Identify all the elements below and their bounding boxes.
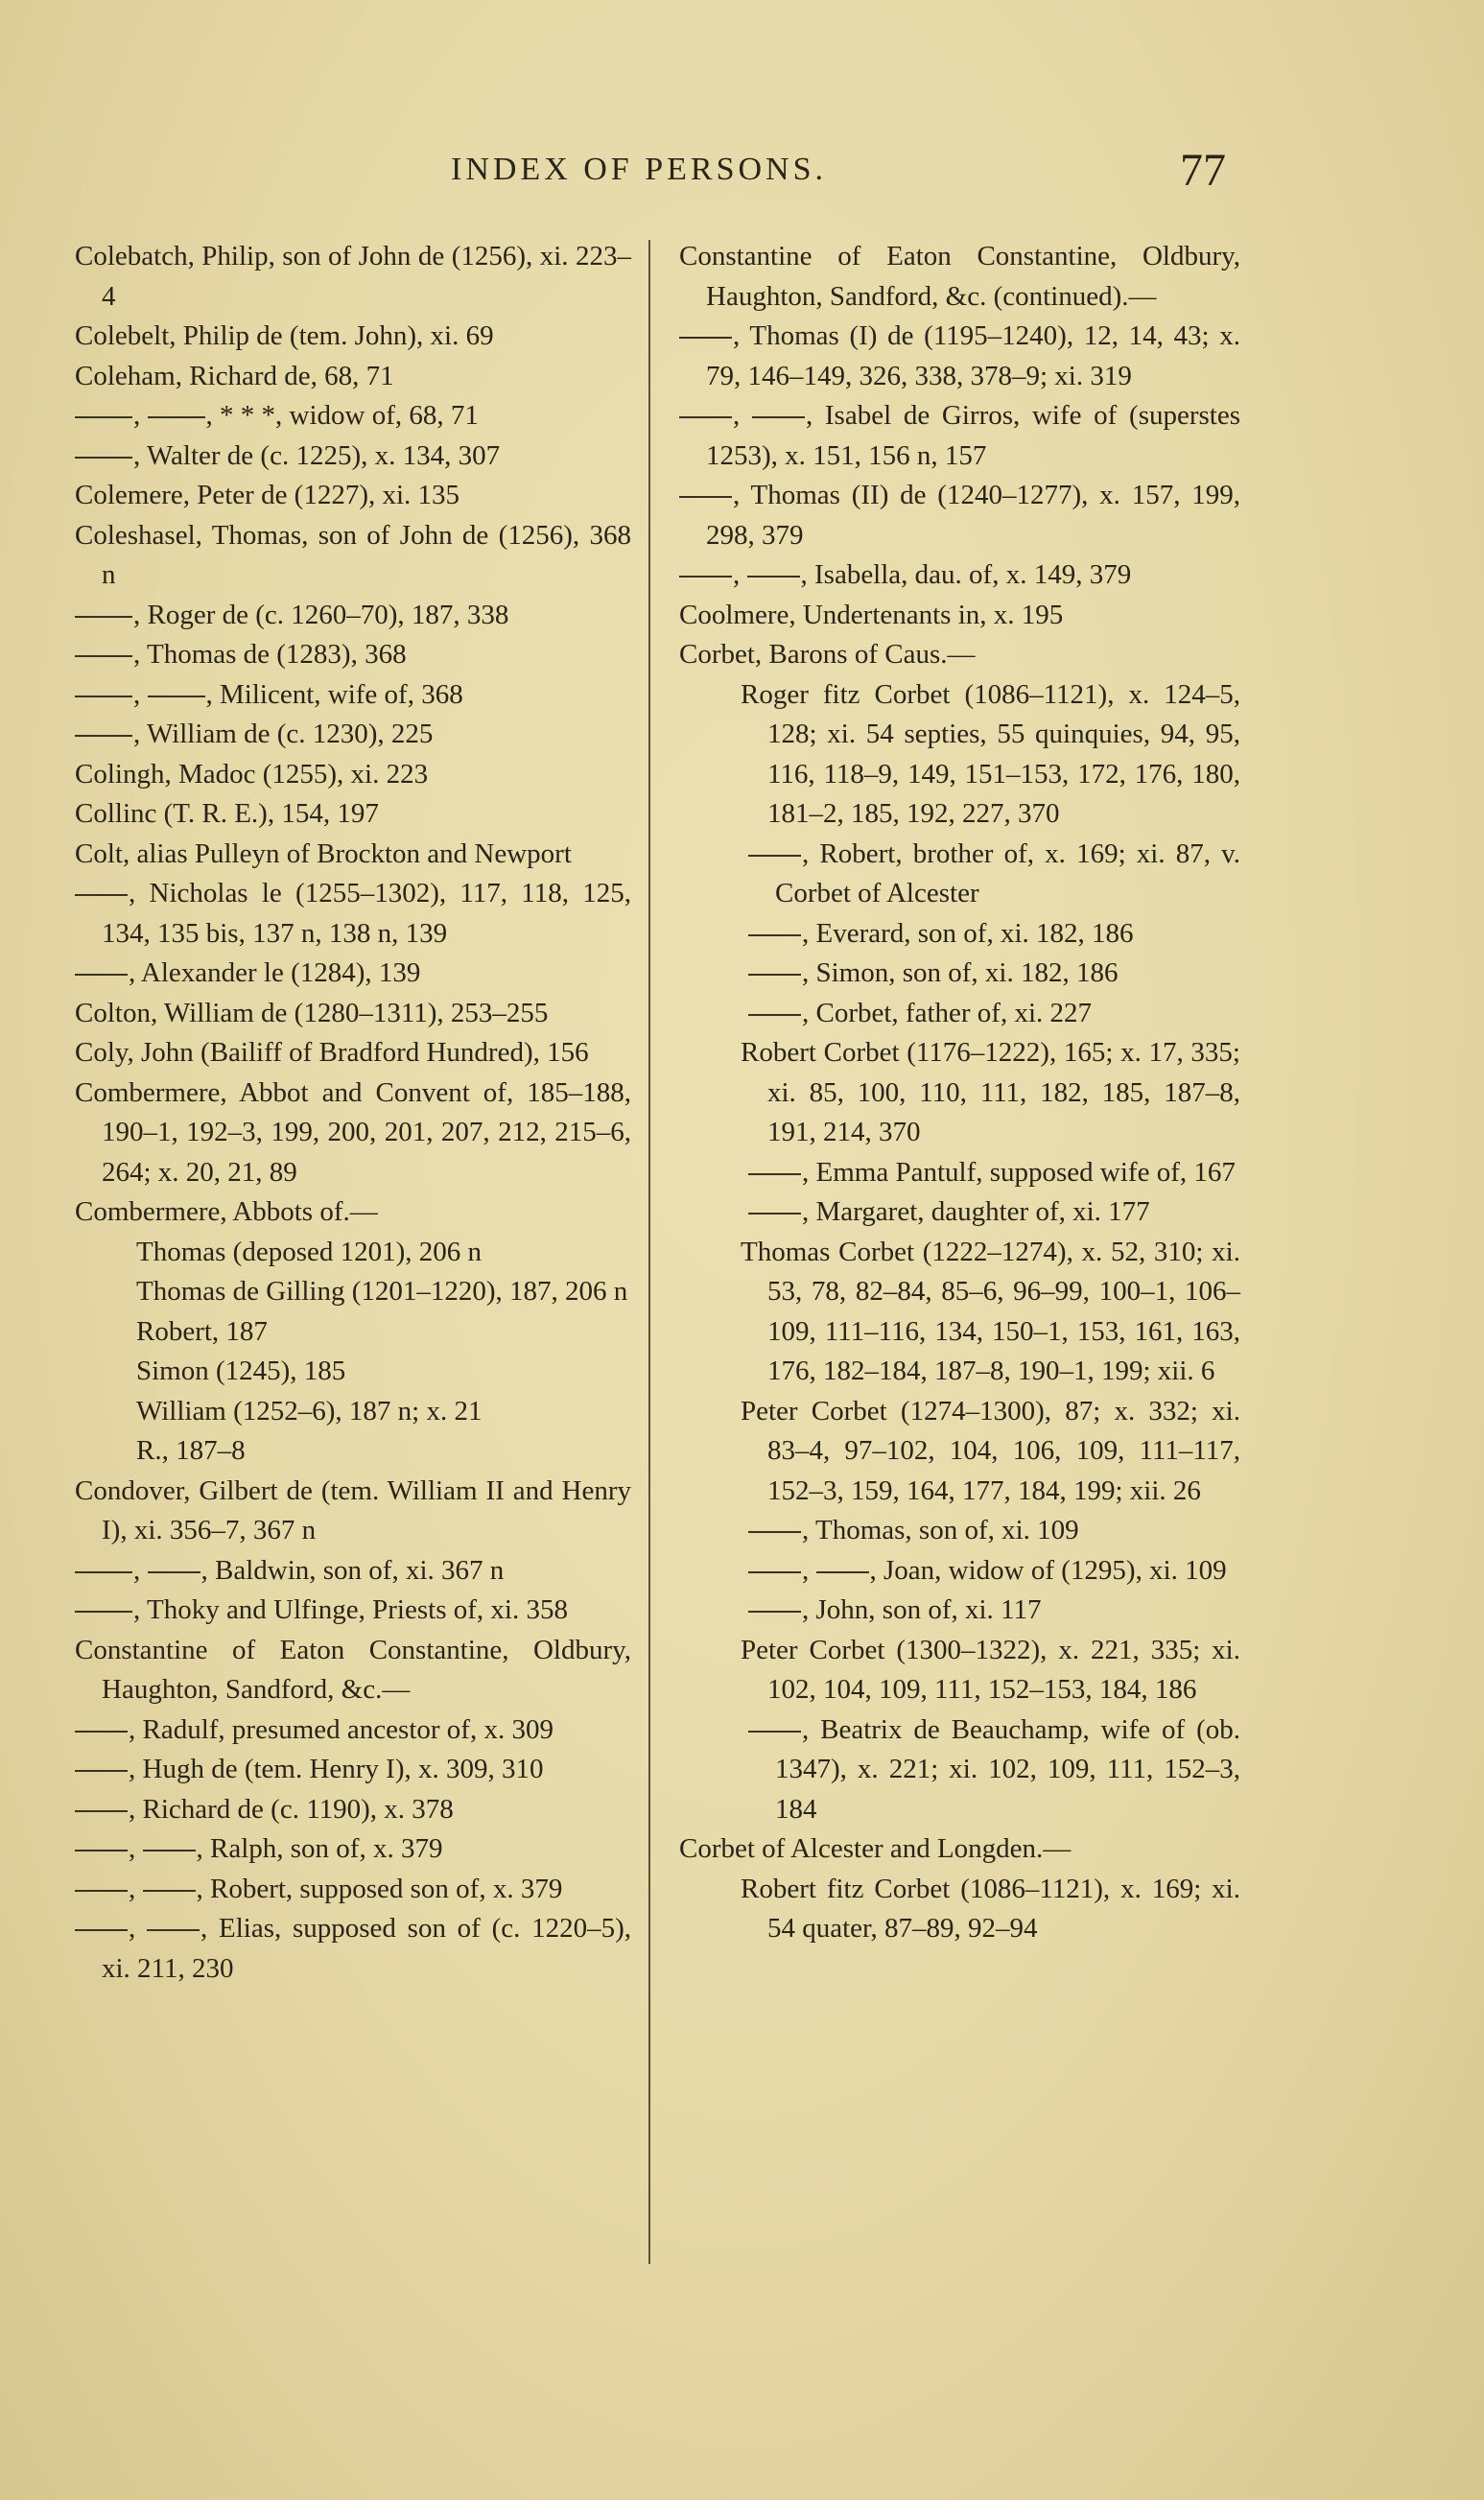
index-entry: R., 187–8 — [136, 1435, 246, 1466]
index-entry: Colton, William de (1280–1311), 253–255 — [75, 997, 549, 1028]
index-entry: Peter Corbet (1274–1300), 87; x. 332; xi. 83–4, 97–102, 104, 106, 109, 111–117, 152–3, 159, 164, 177, 184, 199; xii. 26 — [741, 1395, 1240, 1506]
index-entry: Constantine of Eaton Constantine, Oldbury, Haughton, Sandford, &c.— — [75, 1634, 631, 1705]
index-entry: Thomas de Gilling (1201–1220), 187, 206 n — [136, 1276, 628, 1307]
ditto-dash — [75, 1571, 132, 1573]
index-entry: Thomas (deposed 1201), 206 n — [136, 1236, 483, 1267]
index-entry: Roger fitz Corbet (1086–1121), x. 124–5, 128; xi. 54 septies, 55 quinquies, 94, 95, 116, 118–9, 149, 151–153, 172, 176, 180, 181–2, 185, 192, 227, 370 — [741, 678, 1240, 829]
index-entry: Robert Corbet (1176–1222), 165; x. 17, 335; xi. 85, 100, 110, 111, 182, 185, 187–8, 191, 214, 370 — [741, 1037, 1240, 1147]
index-entry: , Alexander le (1284), 139 — [75, 954, 631, 994]
index-entry: , Robert, brother of, x. 169; xi. 87, v. Corbet of Alcester — [679, 835, 1240, 914]
ditto-dash — [75, 735, 132, 737]
index-entry: Corbet of Alcester and Longden.— — [679, 1833, 1072, 1864]
index-entry: Colebatch, Philip, son of John de (1256), xi. 223–4 — [75, 241, 631, 312]
index-entry: , Thomas, son of, xi. 109 — [679, 1511, 1240, 1551]
ditto-dash — [75, 416, 132, 418]
index-entry: , Richard de (c. 1190), x. 378 — [75, 1790, 631, 1830]
page-number: 77 — [1180, 145, 1226, 196]
index-entry: , Margaret, daughter of, xi. 177 — [679, 1192, 1240, 1233]
index-entry: Collinc (T. R. E.), 154, 197 — [75, 798, 379, 829]
ditto-dash — [75, 616, 132, 618]
index-entry: Colt, alias Pulleyn of Brockton and Newport — [75, 837, 572, 869]
index-entry: , Thomas (I) de (1195–1240), 12, 14, 43; x. 79, 146–149, 326, 338, 378–9; xi. 319 — [679, 317, 1240, 396]
index-entry: William (1252–6), 187 n; x. 21 — [136, 1395, 483, 1427]
index-entry: Robert, 187 — [136, 1315, 268, 1347]
index-entry: Combermere, Abbots of.— — [75, 1196, 378, 1227]
ditto-dash — [75, 1770, 128, 1772]
ditto-dash — [147, 1929, 200, 1931]
ditto-dash — [679, 416, 732, 418]
ditto-dash — [75, 974, 128, 976]
index-entry: Constantine of Eaton Constantine, Oldbury, Haughton, Sandford, &c. (continued).— — [679, 241, 1240, 312]
ditto-dash — [75, 1850, 128, 1851]
index-entry: Robert fitz Corbet (1086–1121), x. 169; xi. 54 quater, 87–89, 92–94 — [741, 1873, 1240, 1944]
index-entry: , Beatrix de Beauchamp, wife of (ob. 1347), x. 221; xi. 102, 109, 111, 152–3, 184 — [679, 1710, 1240, 1830]
index-entry: , Nicholas le (1255–1302), 117, 118, 125, 134, 135 bis, 137 n, 138 n, 139 — [75, 874, 631, 954]
index-entry: Condover, Gilbert de (tem. William II and Henry I), xi. 356–7, 367 n — [75, 1474, 631, 1545]
ditto-dash — [75, 1929, 128, 1931]
index-entry: Coleham, Richard de, 68, 71 — [75, 360, 394, 391]
ditto-dash — [748, 1611, 801, 1613]
index-entry: , , Joan, widow of (1295), xi. 109 — [679, 1551, 1240, 1592]
index-entry: , , * * *, widow of, 68, 71 — [75, 396, 631, 436]
ditto-dash — [748, 1531, 801, 1533]
index-entry: , Emma Pantulf, supposed wife of, 167 — [679, 1153, 1240, 1193]
ditto-dash — [747, 576, 800, 578]
ditto-dash — [748, 1571, 801, 1573]
ditto-dash — [748, 1731, 801, 1733]
index-entry: , Thoky and Ulfinge, Priests of, xi. 358 — [75, 1591, 631, 1631]
index-entry: , Corbet, father of, xi. 227 — [679, 994, 1240, 1034]
ditto-dash — [75, 457, 132, 459]
ditto-dash — [748, 1014, 801, 1016]
page-header — [0, 144, 1484, 201]
index-entry: Coolmere, Undertenants in, x. 195 — [679, 599, 1064, 630]
index-entry: , Radulf, presumed ancestor of, x. 309 — [75, 1710, 631, 1751]
ditto-dash — [75, 894, 128, 896]
index-entry: Corbet, Barons of Caus.— — [679, 639, 976, 670]
index-entry: Coly, John (Bailiff of Bradford Hundred), 156 — [75, 1037, 589, 1068]
index-entry: , Thomas de (1283), 368 — [75, 635, 631, 675]
ditto-dash — [143, 1890, 196, 1892]
index-entry: , Walter de (c. 1225), x. 134, 307 — [75, 436, 631, 477]
ditto-dash — [752, 416, 805, 418]
index-entry: Simon (1245), 185 — [136, 1356, 346, 1386]
index-entry: , John, son of, xi. 117 — [679, 1591, 1240, 1631]
index-entry: Combermere, Abbot and Convent of, 185–188, 190–1, 192–3, 199, 200, 201, 207, 212, 215–6, 264; x. 20, 21, 89 — [75, 1076, 631, 1188]
ditto-dash — [148, 1571, 200, 1573]
index-entry: , , Milicent, wife of, 368 — [75, 675, 631, 716]
ditto-dash — [75, 1731, 128, 1733]
index-entry: , Simon, son of, xi. 182, 186 — [679, 954, 1240, 994]
ditto-dash — [75, 1611, 132, 1613]
ditto-dash — [75, 696, 132, 697]
ditto-dash — [75, 1810, 128, 1812]
index-entry: , , Baldwin, son of, xi. 367 n — [75, 1551, 631, 1592]
index-entry: , , Ralph, son of, x. 379 — [75, 1829, 631, 1870]
index-entry: Thomas Corbet (1222–1274), x. 52, 310; xi. 53, 78, 82–84, 85–6, 96–99, 100–1, 106–109, 111–116, 134, 150–1, 153, 161, 163, 176, 182–184, 187–8, 190–1, 199; xii. 6 — [741, 1236, 1240, 1386]
index-entry: , , Elias, supposed son of (c. 1220–5), xi. 211, 230 — [75, 1909, 631, 1989]
index-entry: , Roger de (c. 1260–70), 187, 338 — [75, 596, 631, 636]
index-entry: , William de (c. 1230), 225 — [75, 715, 631, 755]
ditto-dash — [75, 1890, 128, 1892]
ditto-dash — [748, 1173, 801, 1175]
ditto-dash — [148, 696, 205, 697]
index-entry: Peter Corbet (1300–1322), x. 221, 335; xi. 102, 104, 109, 111, 152–153, 184, 186 — [741, 1634, 1240, 1705]
ditto-dash — [148, 416, 205, 418]
ditto-dash — [679, 496, 732, 498]
index-entry: Coleshasel, Thomas, son of John de (1256), 368 n — [75, 519, 631, 590]
index-entry: Colebelt, Philip de (tem. John), xi. 69 — [75, 320, 494, 351]
ditto-dash — [679, 337, 732, 339]
index-entry: , Everard, son of, xi. 182, 186 — [679, 914, 1240, 955]
index-entry: , Hugh de (tem. Henry I), x. 309, 310 — [75, 1750, 631, 1790]
index-entry: , Thomas (II) de (1240–1277), x. 157, 199, 298, 379 — [679, 476, 1240, 555]
index-entry: , , Isabella, dau. of, x. 149, 379 — [679, 555, 1240, 596]
ditto-dash — [748, 855, 801, 857]
index-entry: Colingh, Madoc (1255), xi. 223 — [75, 758, 429, 790]
ditto-dash — [816, 1571, 869, 1573]
ditto-dash — [143, 1850, 196, 1851]
ditto-dash — [748, 934, 801, 936]
index-entry: Colemere, Peter de (1227), xi. 135 — [75, 480, 460, 510]
column-divider — [648, 240, 650, 2264]
ditto-dash — [75, 655, 132, 657]
ditto-dash — [748, 1213, 801, 1215]
index-entry: , , Isabel de Girros, wife of (superstes 1253), x. 151, 156 n, 157 — [679, 396, 1240, 476]
index-entry: , , Robert, supposed son of, x. 379 — [75, 1870, 631, 1910]
right-column — [679, 237, 1240, 1949]
ditto-dash — [748, 974, 801, 976]
ditto-dash — [679, 576, 732, 578]
left-column — [75, 237, 631, 1989]
running-title: INDEX OF PERSONS. — [451, 152, 827, 187]
